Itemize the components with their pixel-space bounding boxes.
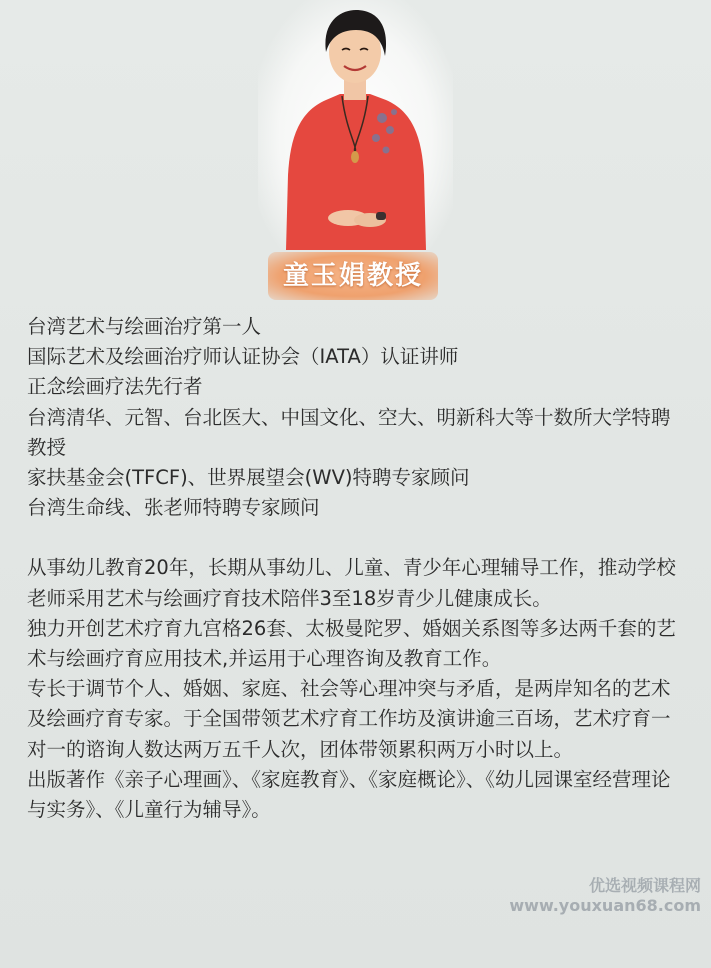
description-paragraph: 专长于调节个人、婚姻、家庭、社会等心理冲突与矛盾，是两岸知名的艺术及绘画疗育专家。于全国带领艺术疗育工作坊及演讲逾三百场，艺术疗育一对一的谘询人数达两万五千人次，团体带领累积两万小时以上。 <box>27 677 671 761</box>
description-paragraph: 从事幼儿教育20年，长期从事幼儿、儿童、青少年心理辅导工作，推动学校老师采用艺术与绘画疗育技术陪伴3至18岁青少儿健康成长。 <box>27 556 676 610</box>
credential-line: 正念绘画疗法先行者 <box>27 375 203 399</box>
credential-line: 家扶基金会(TFCF)、世界展望会(WV)特聘专家顾问 <box>27 466 470 490</box>
watermark <box>509 876 701 916</box>
paragraph-spacer <box>27 523 687 553</box>
watermark-title: 优选视频课程网 <box>588 876 701 895</box>
credential-line: 国际艺术及绘画治疗师认证协会（IATA）认证讲师 <box>27 345 459 369</box>
credential-line: 台湾生命线、张老师特聘专家顾问 <box>27 496 320 520</box>
description-paragraph: 独力开创艺术疗育九宫格26套、太极曼陀罗、婚姻关系图等多达两千套的艺术与绘画疗育应用技术,并运用于心理咨询及教育工作。 <box>27 616 676 671</box>
credential-line: 台湾清华、元智、台北医大、中国文化、空大、明新科大等十数所大学特聘教授 <box>27 405 671 459</box>
credential-line: 台湾艺术与绘画治疗第一人 <box>27 315 262 338</box>
portrait-illustration <box>258 0 453 250</box>
bio-text <box>27 312 687 825</box>
watermark-url: www.youxuan68.com <box>509 896 701 915</box>
profile-portrait <box>258 0 453 250</box>
description-paragraph: 出版著作《亲子心理画》、《家庭教育》、《家庭概论》、《幼儿园课室经营理论与实务》、《儿童行为辅导》。 <box>27 767 671 822</box>
name-badge: 童玉娟教授 <box>268 252 438 300</box>
